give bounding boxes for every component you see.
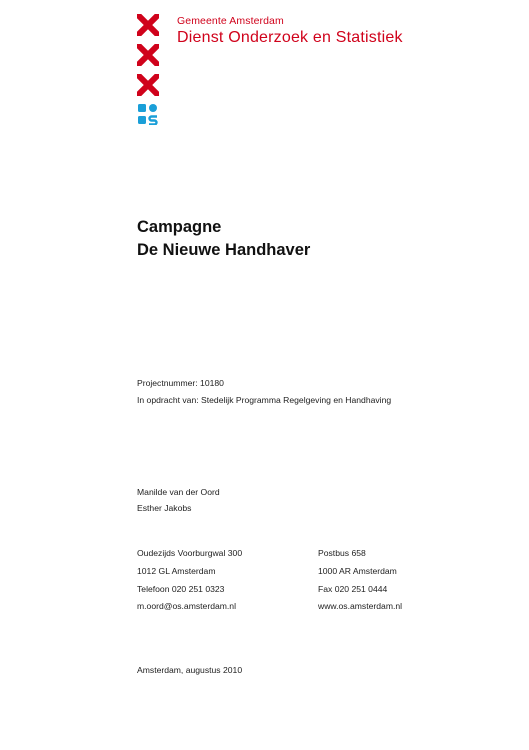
fax-number: Fax 020 251 0444 [318,584,388,594]
po-box: Postbus 658 [318,548,366,558]
x-cross-icon [137,14,159,36]
address-postcode: 1012 GL Amsterdam [137,566,216,576]
title-line-1: Campagne [137,218,222,236]
x-cross-icon [137,74,159,96]
report-title [137,216,310,262]
address-street: Oudezijds Voorburgwal 300 [137,548,243,558]
x-cross-icon [137,44,159,66]
email-address: m.oord@os.amsterdam.nl [137,601,236,611]
os-logo-icon [137,103,159,125]
po-box-postcode: 1000 AR Amsterdam [318,566,397,576]
title-line-2: De Nieuwe Handhaver [137,241,311,259]
website-url: www.os.amsterdam.nl [318,601,403,611]
author-name: Manilde van der Oord [137,487,220,497]
client-line: In opdracht van: Stedelijk Programma Regelgeving en Handhaving [137,395,392,405]
organization-name: Gemeente Amsterdam [177,15,284,27]
phone-number: Telefoon 020 251 0323 [137,584,225,594]
project-number: Projectnummer: 10180 [137,378,224,388]
header-logo [137,14,437,126]
department-name: Dienst Onderzoek en Statistiek [177,29,403,46]
place-date: Amsterdam, augustus 2010 [137,665,243,675]
author-name: Esther Jakobs [137,503,192,513]
